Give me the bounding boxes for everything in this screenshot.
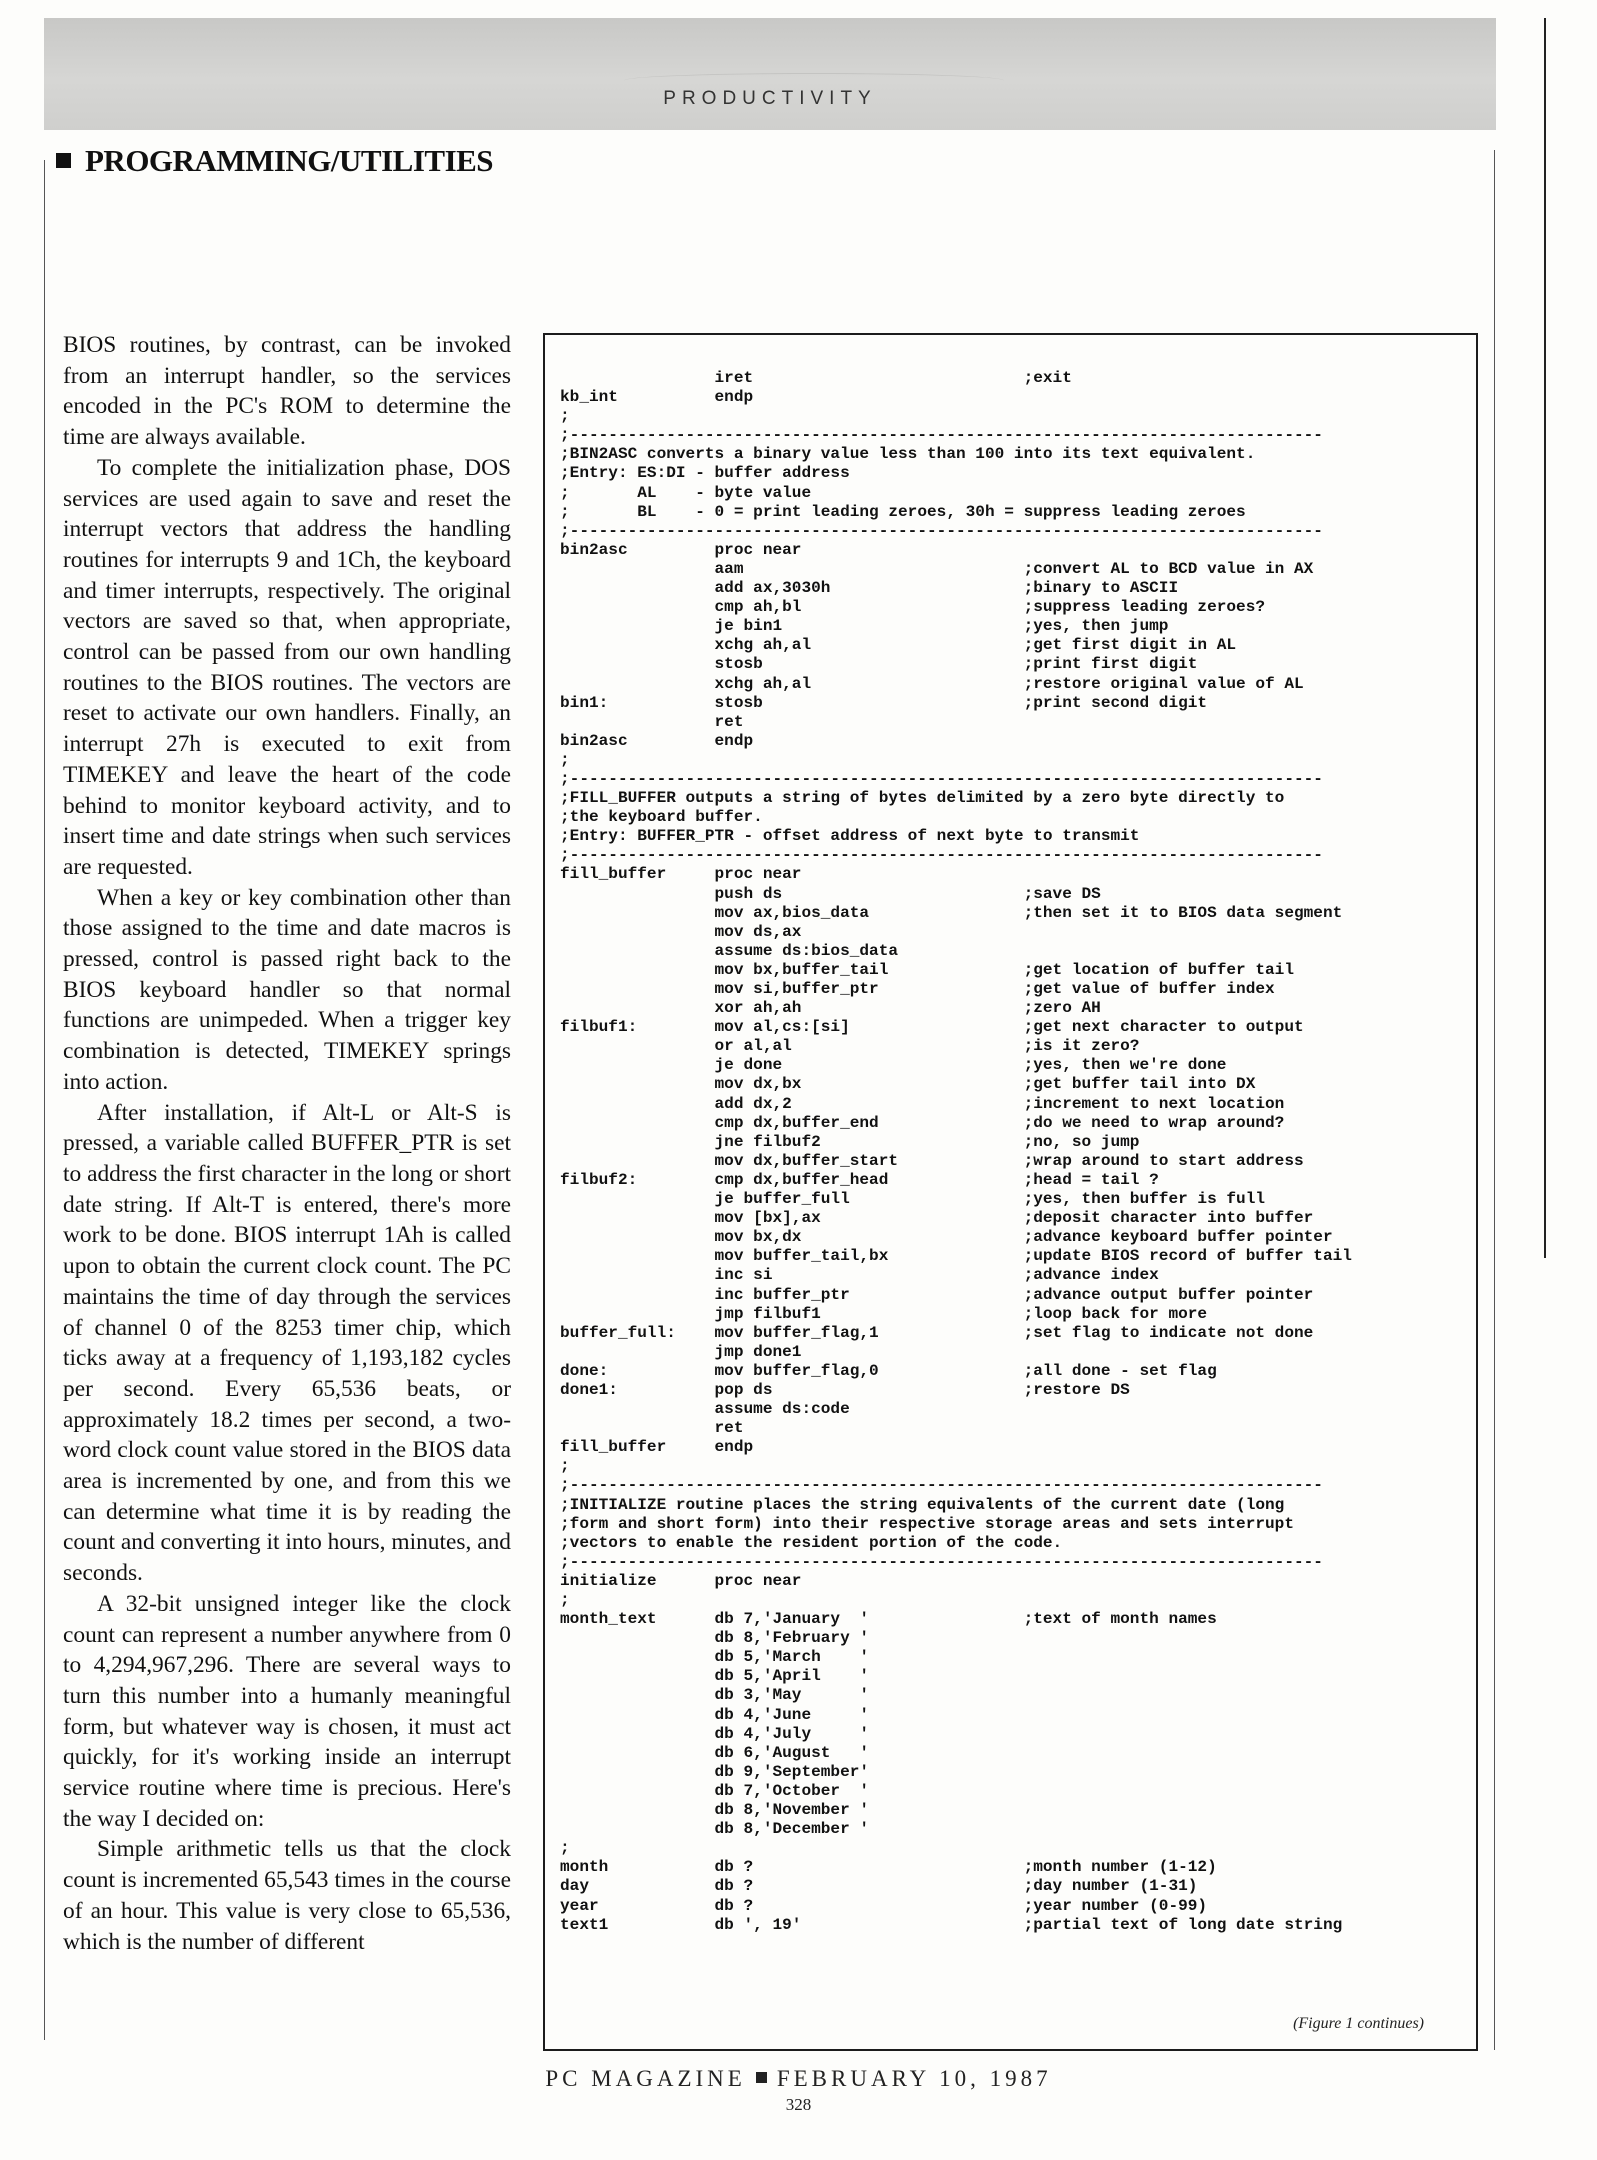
page-frame-right — [1494, 150, 1495, 2050]
page-frame-left — [44, 160, 45, 2040]
page-number: 328 — [785, 2095, 812, 2114]
paragraph: A 32-bit unsigned integer like the clock count can represent a number anywhere from 0 to 4,294,967,296. There are several ways to turn this number into a humanly meaningful form, but whatever way is chosen, it must act quickly, for it's working inside an interrupt service routine where time is precious. Here's the way I decided on: — [63, 1590, 511, 1832]
paragraph: After installation, if Alt-L or Alt-S is pressed, a variable called BUFFER_PTR is set to address the first character in the long or short date string. If Alt-T is entered, there's more work to be done. BIOS interrupt 1Ah is called upon to obtain the current clock count. The PC maintains the time of day through the services of channel 0 of the 8253 timer chip, which ticks away at a frequency of 1,193,182 cycles per second. Every 65,536 beats, or approximately 18.2 times per second, a two-word clock count value stored in the BIOS data area is incremented by one, and from this we can determine what time it is by reading the count and converting it into hours, minutes, and seconds. — [63, 1099, 511, 1587]
footer-magazine: PC MAGAZINE — [545, 2066, 746, 2091]
section-heading-text: PROGRAMMING/UTILITIES — [85, 143, 494, 178]
paragraph: To complete the initialization phase, DOS services are used again to save and reset the interrupt vectors that address the handling routines for interrupts 9 and 1Ch, the keyboard and timer interrupts, respectively. The original vectors are saved so that, when appropriate, control can be passed from our own handling routines to the BIOS routines. The vectors are reset to activate our own handlers. Finally, an interrupt 27h is executed to exit from TIMEKEY and leave the heart of the code behind to monitor keyboard activity, and to insert time and date strings when such services are requested. — [63, 454, 511, 880]
page-edge-rule — [1544, 18, 1546, 1258]
section-heading — [56, 143, 493, 179]
section-banner — [44, 18, 1496, 130]
code-listing-figure — [543, 333, 1478, 2051]
paragraph: When a key or key combination other than those assigned to the time and date macros is pressed, control is passed right back to the BIOS keyboard handler so that normal functions are unimpeded. When a trigger key combination is detected, TIMEKEY springs into action. — [63, 884, 511, 1095]
footer-date: FEBRUARY 10, 1987 — [776, 2066, 1052, 2091]
square-bullet-icon — [56, 153, 71, 168]
paragraph: Simple arithmetic tells us that the clock count is incremented 65,543 times in the course of an hour. This value is very close to 65,536, which is the number of different — [63, 1836, 511, 1955]
code-listing: iret ;exit kb_int endp ; ;------------------------------------------------------------------------------ ;BIN2ASC converts a binary value less than 100 into its text equivalent. ;Entry: ES:DI - buffer address ; AL - byte value ; BL - 0 = print leading zeroes, 30h = suppress leading zeroes ;------------------------------------------------------------------------------ bin2asc proc near aam ;convert AL to BCD value in AX add ax,3030h ;binary to ASCII cmp ah,bl ;suppress leading zeroes? je bin1 ;yes, then jump xchg ah,al ;get first digit in AL stosb ;print first digit xchg ah,al ;restore original value of AL bin1: stosb ;print second digit ret bin2asc endp ; ;------------------------------------------------------------------------------ ;FILL_BUFFER outputs a string of bytes delimited by a zero byte directly to ;the keyboard buffer. ;Entry: BUFFER_PTR - offset address of next byte to transmit ;------------------------------------------------------------------------------ fill_buffer proc near push ds ;save DS mov ax,bios_data ;then set it to BIOS data segment mov ds,ax assume ds:bios_data mov bx,buffer_tail ;get location of buffer tail mov si,buffer_ptr ;get value of buffer index xor ah,ah ;zero AH filbuf1: mov al,cs:[si] ;get next character to output or al,al ;is it zero? je done ;yes, then we're done mov dx,bx ;get buffer tail into DX add dx,2 ;increment to next location cmp dx,buffer_end ;do we need to wrap around? jne filbuf2 ;no, so jump mov dx,buffer_start ;wrap around to start address filbuf2: cmp dx,buffer_head ;head = tail ? je buffer_full ;yes, then buffer is full mov [bx],ax ;deposit character into buffer mov bx,dx ;advance keyboard buffer pointer mov buffer_tail,bx ;update BIOS record of buffer tail inc si ;advance index inc buffer_ptr ;advance output buffer pointer jmp filbuf1 ;loop back for more buffer_full: mov buffer_flag,1 ;set flag to indicate not done jmp done1 done: mov buffer_flag,0 ;all done - set flag done1: pop ds ;restore DS assume ds:code ret fill_buffer endp ; ;------------------------------------------------------------------------------ ;INITIALIZE routine places the string equivalents of the current date (long ;form and short form) into their respective storage areas and sets interrupt ;vectors to enable the resident portion of the code. ;------------------------------------------------------------------------------ initialize proc near ; month_text db 7,'January ' ;text of month names db 8,'February ' db 5,'March ' db 5,'April ' db 3,'May ' db 4,'June ' db 4,'July ' db 6,'August ' db 9,'September' db 7,'October ' db 8,'November ' db 8,'December ' ; month db ? ;month number (1-12) day db ? ;day number (1-31) year db ? ;year number (0-99) text1 db ', 19' ;partial text of long date string — [560, 369, 1352, 1934]
page-footer — [0, 2066, 1597, 2092]
banner-decoration — [624, 73, 1004, 88]
article-body — [63, 330, 511, 1957]
section-label: PRODUCTIVITY — [663, 88, 877, 109]
square-bullet-icon — [756, 2072, 767, 2083]
paragraph: BIOS routines, by contrast, can be invoked from an interrupt handler, so the services encoded in the PC's ROM to determine the time are always available. — [63, 332, 511, 451]
figure-continuation-note: (Figure 1 continues) — [1293, 2015, 1424, 2032]
